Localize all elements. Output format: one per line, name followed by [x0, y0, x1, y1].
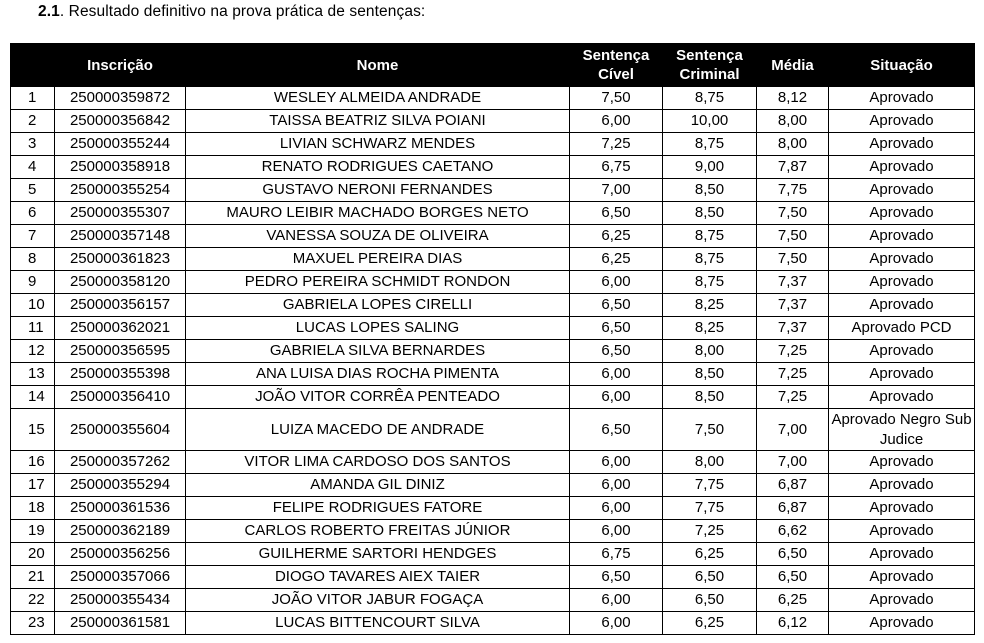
cell-nome: PEDRO PEREIRA SCHMIDT RONDON: [186, 271, 570, 294]
cell-civel: 6,75: [570, 156, 663, 179]
header-nome: Nome: [186, 44, 570, 87]
cell-inscricao: 250000356256: [55, 543, 186, 566]
cell-civel: 6,25: [570, 225, 663, 248]
cell-index: 10: [11, 294, 55, 317]
cell-situacao: Aprovado: [829, 612, 975, 635]
cell-nome: MAXUEL PEREIRA DIAS: [186, 248, 570, 271]
cell-inscricao: 250000361581: [55, 612, 186, 635]
header-criminal-line2: Criminal: [679, 66, 740, 83]
table-row: [11, 225, 975, 248]
cell-civel: 6,50: [570, 202, 663, 225]
header-inscricao: Inscrição: [55, 44, 186, 87]
table-row: [11, 340, 975, 363]
cell-civel: 6,50: [570, 340, 663, 363]
cell-situacao: Aprovado: [829, 248, 975, 271]
cell-situacao: Aprovado: [829, 225, 975, 248]
cell-inscricao: 250000355604: [55, 409, 186, 451]
cell-situacao: Aprovado: [829, 589, 975, 612]
cell-criminal: 8,00: [663, 340, 757, 363]
cell-inscricao: 250000358918: [55, 156, 186, 179]
cell-situacao: Aprovado: [829, 294, 975, 317]
table-row: [11, 474, 975, 497]
cell-nome: AMANDA GIL DINIZ: [186, 474, 570, 497]
cell-situacao: Aprovado: [829, 87, 975, 110]
cell-situacao: Aprovado: [829, 386, 975, 409]
cell-criminal: 6,25: [663, 543, 757, 566]
cell-inscricao: 250000355307: [55, 202, 186, 225]
cell-index: 5: [11, 179, 55, 202]
cell-media: 6,87: [757, 497, 829, 520]
cell-media: 7,50: [757, 202, 829, 225]
cell-situacao: Aprovado: [829, 474, 975, 497]
cell-civel: 6,50: [570, 317, 663, 340]
cell-media: 7,50: [757, 248, 829, 271]
cell-inscricao: 250000355254: [55, 179, 186, 202]
header-civel-line2: Cível: [598, 66, 634, 83]
cell-criminal: 8,50: [663, 179, 757, 202]
table-row: [11, 271, 975, 294]
cell-nome: MAURO LEIBIR MACHADO BORGES NETO: [186, 202, 570, 225]
cell-index: 14: [11, 386, 55, 409]
cell-criminal: 8,75: [663, 271, 757, 294]
cell-nome: LUCAS BITTENCOURT SILVA: [186, 612, 570, 635]
cell-nome: TAISSA BEATRIZ SILVA POIANI: [186, 110, 570, 133]
cell-nome: VITOR LIMA CARDOSO DOS SANTOS: [186, 451, 570, 474]
table-row: [11, 566, 975, 589]
cell-criminal: 7,25: [663, 520, 757, 543]
cell-civel: 6,00: [570, 474, 663, 497]
table-row: [11, 520, 975, 543]
table-row: [11, 317, 975, 340]
cell-nome: ANA LUISA DIAS ROCHA PIMENTA: [186, 363, 570, 386]
cell-situacao: Aprovado: [829, 566, 975, 589]
cell-nome: RENATO RODRIGUES CAETANO: [186, 156, 570, 179]
cell-index: 18: [11, 497, 55, 520]
cell-situacao: Aprovado: [829, 363, 975, 386]
cell-nome: GUSTAVO NERONI FERNANDES: [186, 179, 570, 202]
cell-civel: 6,00: [570, 612, 663, 635]
section-heading: [38, 3, 425, 21]
cell-civel: 6,75: [570, 543, 663, 566]
cell-situacao: Aprovado Negro Sub Judice: [829, 409, 975, 451]
cell-index: 22: [11, 589, 55, 612]
cell-civel: 6,50: [570, 294, 663, 317]
header-situacao: Situação: [829, 44, 975, 87]
cell-situacao: Aprovado: [829, 110, 975, 133]
cell-civel: 7,25: [570, 133, 663, 156]
cell-media: 7,25: [757, 363, 829, 386]
cell-situacao: Aprovado: [829, 202, 975, 225]
cell-inscricao: 250000358120: [55, 271, 186, 294]
cell-media: 6,62: [757, 520, 829, 543]
cell-criminal: 8,25: [663, 317, 757, 340]
cell-criminal: 8,25: [663, 294, 757, 317]
cell-index: 23: [11, 612, 55, 635]
cell-criminal: 8,50: [663, 386, 757, 409]
cell-situacao: Aprovado: [829, 271, 975, 294]
cell-civel: 7,50: [570, 87, 663, 110]
cell-media: 7,37: [757, 271, 829, 294]
cell-inscricao: 250000362189: [55, 520, 186, 543]
cell-media: 7,75: [757, 179, 829, 202]
cell-media: 8,00: [757, 133, 829, 156]
cell-inscricao: 250000361536: [55, 497, 186, 520]
cell-criminal: 8,75: [663, 133, 757, 156]
cell-index: 13: [11, 363, 55, 386]
cell-situacao: Aprovado: [829, 543, 975, 566]
cell-nome: LUIZA MACEDO DE ANDRADE: [186, 409, 570, 451]
cell-criminal: 6,50: [663, 589, 757, 612]
cell-index: 4: [11, 156, 55, 179]
table-row: [11, 294, 975, 317]
cell-civel: 6,00: [570, 386, 663, 409]
cell-index: 19: [11, 520, 55, 543]
cell-civel: 6,25: [570, 248, 663, 271]
cell-index: 20: [11, 543, 55, 566]
cell-criminal: 10,00: [663, 110, 757, 133]
cell-media: 7,25: [757, 340, 829, 363]
cell-media: 7,50: [757, 225, 829, 248]
table-row: [11, 409, 975, 451]
cell-civel: 6,00: [570, 451, 663, 474]
cell-nome: WESLEY ALMEIDA ANDRADE: [186, 87, 570, 110]
cell-media: 6,87: [757, 474, 829, 497]
cell-criminal: 7,75: [663, 497, 757, 520]
cell-index: 11: [11, 317, 55, 340]
cell-media: 7,00: [757, 451, 829, 474]
table-row: [11, 612, 975, 635]
cell-index: 6: [11, 202, 55, 225]
table-row: [11, 451, 975, 474]
cell-index: 16: [11, 451, 55, 474]
cell-nome: JOÃO VITOR CORRÊA PENTEADO: [186, 386, 570, 409]
cell-civel: 6,00: [570, 520, 663, 543]
cell-index: 3: [11, 133, 55, 156]
header-index: [11, 44, 55, 87]
cell-criminal: 8,50: [663, 202, 757, 225]
cell-nome: GUILHERME SARTORI HENDGES: [186, 543, 570, 566]
cell-inscricao: 250000361823: [55, 248, 186, 271]
cell-media: 8,00: [757, 110, 829, 133]
table-row: [11, 248, 975, 271]
results-table: [10, 43, 975, 635]
header-criminal-line1: Sentença: [676, 47, 743, 64]
cell-index: 17: [11, 474, 55, 497]
section-number: 2.1: [38, 3, 60, 20]
cell-media: 7,87: [757, 156, 829, 179]
cell-situacao: Aprovado: [829, 497, 975, 520]
table-row: [11, 87, 975, 110]
cell-nome: DIOGO TAVARES AIEX TAIER: [186, 566, 570, 589]
cell-situacao: Aprovado: [829, 156, 975, 179]
cell-index: 8: [11, 248, 55, 271]
cell-situacao: Aprovado PCD: [829, 317, 975, 340]
cell-criminal: 7,75: [663, 474, 757, 497]
cell-criminal: 8,75: [663, 87, 757, 110]
header-sentenca-criminal: [663, 44, 757, 87]
cell-civel: 7,00: [570, 179, 663, 202]
cell-inscricao: 250000355434: [55, 589, 186, 612]
section-title: . Resultado definitivo na prova prática de sentenças:: [59, 3, 426, 20]
table-row: [11, 363, 975, 386]
cell-index: 7: [11, 225, 55, 248]
cell-inscricao: 250000359872: [55, 87, 186, 110]
cell-index: 15: [11, 409, 55, 451]
cell-inscricao: 250000357148: [55, 225, 186, 248]
cell-situacao: Aprovado: [829, 451, 975, 474]
header-row: [11, 44, 975, 87]
cell-criminal: 9,00: [663, 156, 757, 179]
cell-media: 6,50: [757, 543, 829, 566]
table-row: [11, 202, 975, 225]
cell-inscricao: 250000356157: [55, 294, 186, 317]
cell-inscricao: 250000356595: [55, 340, 186, 363]
header-civel-line1: Sentença: [582, 47, 650, 64]
cell-nome: GABRIELA SILVA BERNARDES: [186, 340, 570, 363]
cell-index: 9: [11, 271, 55, 294]
cell-nome: FELIPE RODRIGUES FATORE: [186, 497, 570, 520]
cell-situacao: Aprovado: [829, 520, 975, 543]
cell-inscricao: 250000356410: [55, 386, 186, 409]
cell-nome: VANESSA SOUZA DE OLIVEIRA: [186, 225, 570, 248]
cell-inscricao: 250000362021: [55, 317, 186, 340]
cell-media: 6,50: [757, 566, 829, 589]
cell-nome: CARLOS ROBERTO FREITAS JÚNIOR: [186, 520, 570, 543]
cell-criminal: 7,50: [663, 409, 757, 451]
cell-criminal: 6,50: [663, 566, 757, 589]
cell-media: 7,37: [757, 317, 829, 340]
cell-inscricao: 250000357262: [55, 451, 186, 474]
table-row: [11, 110, 975, 133]
cell-civel: 6,00: [570, 110, 663, 133]
table-row: [11, 543, 975, 566]
table-row: [11, 133, 975, 156]
table-row: [11, 179, 975, 202]
cell-civel: 6,00: [570, 271, 663, 294]
cell-criminal: 8,50: [663, 363, 757, 386]
cell-inscricao: 250000355244: [55, 133, 186, 156]
cell-civel: 6,00: [570, 363, 663, 386]
table-row: [11, 497, 975, 520]
cell-nome: LIVIAN SCHWARZ MENDES: [186, 133, 570, 156]
cell-nome: JOÃO VITOR JABUR FOGAÇA: [186, 589, 570, 612]
cell-index: 1: [11, 87, 55, 110]
cell-criminal: 8,75: [663, 248, 757, 271]
cell-index: 21: [11, 566, 55, 589]
cell-media: 7,37: [757, 294, 829, 317]
cell-civel: 6,00: [570, 589, 663, 612]
cell-civel: 6,00: [570, 497, 663, 520]
cell-criminal: 8,75: [663, 225, 757, 248]
cell-nome: LUCAS LOPES SALING: [186, 317, 570, 340]
header-media: Média: [757, 44, 829, 87]
cell-media: 7,00: [757, 409, 829, 451]
header-sentenca-civel: [570, 44, 663, 87]
table-row: [11, 589, 975, 612]
cell-civel: 6,50: [570, 409, 663, 451]
cell-media: 7,25: [757, 386, 829, 409]
cell-index: 2: [11, 110, 55, 133]
cell-inscricao: 250000355294: [55, 474, 186, 497]
cell-index: 12: [11, 340, 55, 363]
cell-media: 6,25: [757, 589, 829, 612]
cell-nome: GABRIELA LOPES CIRELLI: [186, 294, 570, 317]
cell-situacao: Aprovado: [829, 340, 975, 363]
table-row: [11, 156, 975, 179]
cell-media: 6,12: [757, 612, 829, 635]
cell-criminal: 6,25: [663, 612, 757, 635]
cell-situacao: Aprovado: [829, 179, 975, 202]
cell-inscricao: 250000355398: [55, 363, 186, 386]
table-row: [11, 386, 975, 409]
cell-media: 8,12: [757, 87, 829, 110]
cell-inscricao: 250000356842: [55, 110, 186, 133]
cell-inscricao: 250000357066: [55, 566, 186, 589]
cell-criminal: 8,00: [663, 451, 757, 474]
cell-civel: 6,50: [570, 566, 663, 589]
cell-situacao: Aprovado: [829, 133, 975, 156]
